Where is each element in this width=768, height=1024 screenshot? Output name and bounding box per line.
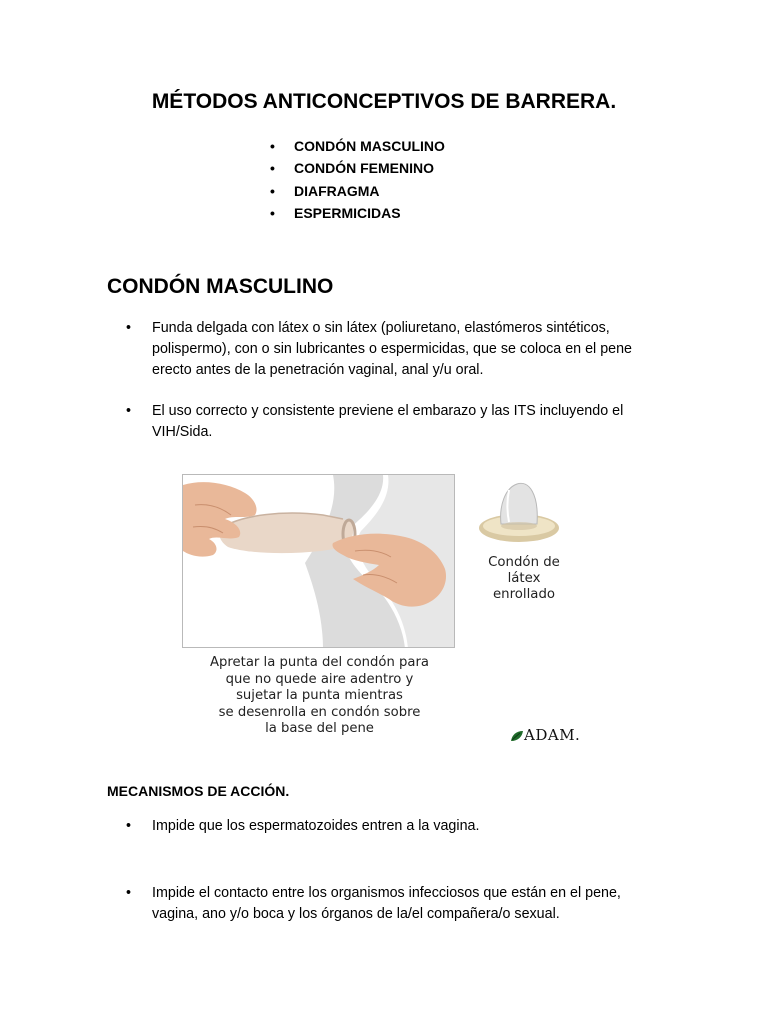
- adam-leaf-icon: [510, 729, 524, 741]
- description-list: [126, 318, 666, 381]
- mechanisms-list: [126, 816, 666, 837]
- condom-label-line: látex: [507, 571, 541, 586]
- methods-list: [270, 135, 445, 224]
- caption-line: Apretar la punta del condón para: [210, 655, 429, 670]
- description-item: • Funda delgada con látex o sin látex (poliuretano, elastómeros sintéticos, polispermo), con o sin lubricantes o espermicidas, que se coloca en el pene erecto antes de la penetración vaginal, anal y/u oral.: [126, 318, 666, 381]
- methods-list-item: • CONDÓN MASCULINO: [270, 135, 445, 157]
- methods-list-item: • DIAFRAGMA: [270, 180, 445, 202]
- description-item: • El uso correcto y consistente previene el embarazo y las ITS incluyendo el VIH/Sida.: [126, 401, 666, 443]
- condom-label-line: enrollado: [492, 587, 556, 602]
- methods-list-item: • ESPERMICIDAS: [270, 202, 445, 224]
- condom-label-line: Condón de: [488, 555, 560, 570]
- section-heading: CONDÓN MASCULINO: [107, 275, 334, 298]
- mechanisms-list: [126, 883, 666, 925]
- rolled-condom-label: [474, 555, 574, 603]
- caption-line: se desenrolla en condón sobre: [218, 704, 421, 720]
- adam-logo: ADAM.: [524, 726, 581, 744]
- caption-line: que no quede aire adentro y: [225, 671, 414, 687]
- mechanisms-heading: MECANISMOS DE ACCIÓN.: [107, 783, 290, 799]
- page-title: MÉTODOS ANTICONCEPTIVOS DE BARRERA.: [151, 90, 617, 113]
- illustration-drawing: [183, 475, 455, 648]
- condom-application-illustration: [182, 474, 455, 648]
- rolled-condom-drawing: [477, 476, 561, 546]
- description-list: [126, 401, 666, 443]
- caption-line: sujetar la punta mientras: [236, 688, 403, 704]
- mechanism-item: • Impide que los espermatozoides entren a la vagina.: [126, 816, 666, 837]
- illustration-caption: [182, 655, 457, 738]
- methods-list-item: • CONDÓN FEMENINO: [270, 157, 445, 179]
- mechanism-item: • Impide el contacto entre los organismos infecciosos que están en el pene, vagina, ano y/o boca y los órganos de la/el compañera/o sexual.: [126, 883, 666, 925]
- caption-line: la base del pene: [265, 721, 374, 737]
- rolled-condom-image: [477, 476, 561, 546]
